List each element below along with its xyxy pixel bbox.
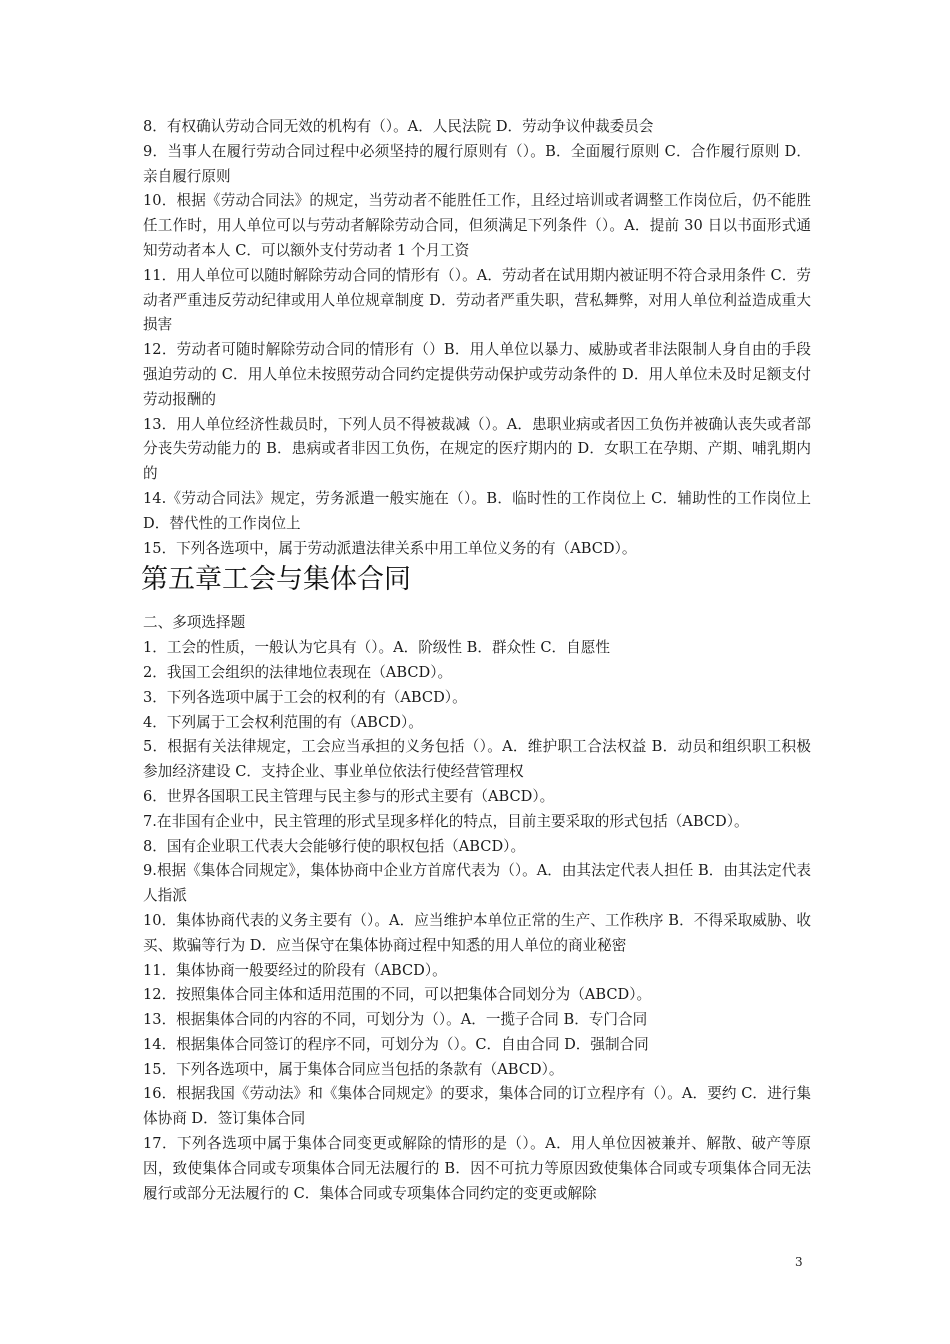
list-item: 17．下列各选项中属于集体合同变更或解除的情形的是（）。A．用人单位因被兼并、解散、破产等原因，致使集体合同或专项集体合同无法履行的 B．因不可抗力等原因致使集体合同或专项集体合同无法履行或部分无法履行的 C．集体合同或专项集体合同约定的变更或解除 bbox=[143, 1135, 811, 1202]
section-b bbox=[143, 636, 811, 1206]
list-item: 8．有权确认劳动合同无效的机构有（）。A．人民法院 D．劳动争议仲裁委员会 bbox=[143, 118, 654, 135]
list-item: 11．用人单位可以随时解除劳动合同的情形有（）。A．劳动者在试用期内被证明不符合录用条件 C．劳动者严重违反劳动纪律或用人单位规章制度 D．劳动者严重失职，营私舞弊，对用人单位利益造成重大损害 bbox=[143, 266, 811, 334]
list-item: 7.在非国有企业中，民主管理的形式呈现多样化的特点，目前主要采取的形式包括（ABCD）。 bbox=[143, 812, 749, 830]
list-item: 14．根据集体合同签订的程序不同，可划分为（）。C．自由合同 D．强制合同 bbox=[143, 1035, 649, 1053]
section-a bbox=[143, 115, 811, 561]
chapter-title: 第五章工会与集体合同 bbox=[141, 564, 411, 596]
list-item: 6．世界各国职工民主管理与民主参与的形式主要有（ABCD）。 bbox=[143, 787, 555, 805]
list-item: 16．根据我国《劳动法》和《集体合同规定》的要求，集体合同的订立程序有（）。A．要约 C．进行集体协商 D．签订集体合同 bbox=[143, 1085, 811, 1128]
list-item: 12．按照集体合同主体和适用范围的不同，可以把集体合同划分为（ABCD）。 bbox=[143, 986, 652, 1004]
list-item: 10．集体协商代表的义务主要有（）。A．应当维护本单位正常的生产、工作秩序 B．不得采取威胁、收买、欺骗等行为 D．应当保守在集体协商过程中知悉的用人单位的商业秘密 bbox=[143, 911, 811, 954]
page-number: 3 bbox=[795, 1255, 803, 1269]
list-item: 15．下列各选项中，属于劳动派遣法律关系中用工单位义务的有（ABCD）。 bbox=[143, 539, 637, 557]
list-item: 10．根据《劳动合同法》的规定，当劳动者不能胜任工作，且经过培训或者调整工作岗位后，仍不能胜任工作时，用人单位可以与劳动者解除劳动合同，但须满足下列条件（）。A．提前 30 日以书面形式通知劳动者本人 C．可以额外支付劳动者 1 个月工资 bbox=[143, 192, 811, 259]
list-item: 12．劳动者可随时解除劳动合同的情形有（）B．用人单位以暴力、威胁或者非法限制人身自由的手段强迫劳动的 C．用人单位未按照劳动合同约定提供劳动保护或劳动条件的 D．用人单位未及时足额支付劳动报酬的 bbox=[143, 341, 811, 408]
document-page bbox=[143, 115, 811, 1206]
list-item: 2．我国工会组织的法律地位表现在（ABCD）。 bbox=[143, 663, 453, 681]
list-item: 1．工会的性质，一般认为它具有（）。A．阶级性 B．群众性 C．自愿性 bbox=[143, 639, 610, 657]
list-item: 13．用人单位经济性裁员时，下列人员不得被裁减（）。A．患职业病或者因工负伤并被确认丧失或者部分丧失劳动能力的 B．患病或者非因工负伤，在规定的医疗期内的 D．女职工在孕期、产期、哺乳期内的 bbox=[143, 415, 811, 483]
list-item: 8．国有企业职工代表大会能够行使的职权包括（ABCD）。 bbox=[143, 837, 526, 855]
list-item: 9．当事人在履行劳动合同过程中必须坚持的履行原则有（）。B．全面履行原则 C．合作履行原则 D．亲自履行原则 bbox=[143, 142, 811, 185]
list-item: 4．下列属于工会权利范围的有（ABCD）。 bbox=[143, 713, 423, 731]
list-item: 11．集体协商一般要经过的阶段有（ABCD）。 bbox=[143, 961, 447, 979]
list-item: 14.《劳动合同法》规定，劳务派遣一般实施在（）。B．临时性的工作岗位上 C．辅助性的工作岗位上 D．替代性的工作岗位上 bbox=[143, 489, 811, 532]
list-item: 13．根据集体合同的内容的不同，可划分为（）。A．一揽子合同 B．专门合同 bbox=[143, 1011, 648, 1029]
list-item: 5．根据有关法律规定，工会应当承担的义务包括（）。A．维护职工合法权益 B．动员和组织职工积极参加经济建设 C．支持企业、事业单位依法行使经营管理权 bbox=[143, 738, 811, 781]
list-item: 3．下列各选项中属于工会的权利的有（ABCD）。 bbox=[143, 688, 467, 706]
list-item: 15．下列各选项中，属于集体合同应当包括的条款有（ABCD）。 bbox=[143, 1060, 564, 1078]
section-heading: 二、多项选择题 bbox=[143, 614, 246, 632]
list-item: 9.根据《集体合同规定》，集体协商中企业方首席代表为（）。A．由其法定代表人担任 B．由其法定代表人指派 bbox=[143, 862, 811, 905]
